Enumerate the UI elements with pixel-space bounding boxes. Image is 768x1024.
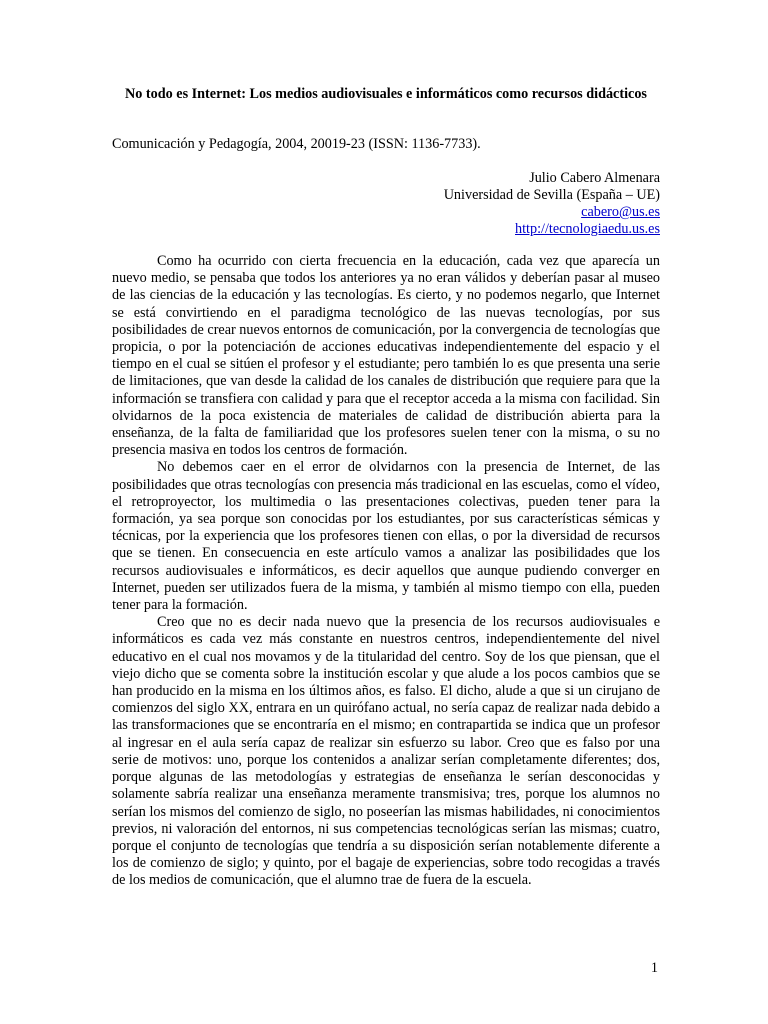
author-affiliation: Universidad de Sevilla (España – UE) — [443, 187, 660, 203]
author-website-link[interactable]: http://tecnologiaedu.us.es — [515, 221, 660, 237]
paragraph: No debemos caer en el error de olvidarnos con la presencia de Internet, de las posibilidades que otras tecnologías con presencia más tradicional en las escuelas, como el vídeo, el retroproyector, los multimedia o las presentaciones colectivas, pueden tener para la formación, ya sea porque son conocidas por los estudiantes, por sus características sémicas y técnicas, por la experiencia que los profesores tienen con ellas, o por la diversidad de recursos que se tienen. En consecuencia en este artículo vamos a analizar las posibilidades que los recursos audiovisuales e informáticos, es decir aquellos que aunque pudiendo converger en Internet, pueden ser utilizados fuera de la misma, y también al mismo tiempo con ella, pueden tener para la formación. — [112, 459, 661, 614]
body-text — [112, 253, 660, 890]
author-email-link[interactable]: cabero@us.es — [581, 204, 660, 220]
citation: Comunicación y Pedagogía, 2004, 20019-23 (ISSN: 1136-7733). — [112, 136, 481, 152]
author-block — [240, 170, 660, 238]
page-number: 1 — [650, 960, 658, 976]
document-title: No todo es Internet: Los medios audiovisuales e informáticos como recursos didácticos — [125, 86, 647, 102]
author-name: Julio Cabero Almenara — [529, 170, 660, 186]
paragraph: Como ha ocurrido con cierta frecuencia en la educación, cada vez que aparecía un nuevo medio, se pensaba que todos los anteriores ya no eran válidos y deberían pasar al museo de las ciencias de la educación y las tecnologías. Es cierto, y no podemos negarlo, que Internet se está convirtiendo en el paradigma tecnológico de las nuevas tecnologías, por sus posibilidades de crear nuevos entornos de comunicación, por la convergencia de tecnologías que propicia, o por la potenciación de acciones educativas independientemente del espacio y el tiempo en el cual se sitúen el profesor y el estudiante; pero también lo es que presenta una serie de limitaciones, que van desde la calidad de los canales de distribución que requiere para que la información se transfiera con calidad y para que el receptor acceda a la misma con facilidad. Sin olvidarnos de la poca existencia de materiales de calidad de distribución abierta para la enseñanza, de la falta de familiaridad que los profesores suelen tener con la misma, o su no presencia masiva en todos los centros de formación. — [112, 253, 660, 459]
paragraph: Creo que no es decir nada nuevo que la presencia de los recursos audiovisuales e informáticos es cada vez más constante en nuestros centros, independientemente del nivel educativo en el cual nos movamos y de la titularidad del centro. Soy de los que piensan, que el viejo dicho que se comenta sobre la institución escolar y que alude a los pocos cambios que se han producido en la misma en los últimos años, es falso. El dicho, alude a que si un cirujano de comienzos del siglo XX, entrara en un quirófano actual, no sería capaz de realizar nada debido a las transformaciones que se encontraría en el mismo; en contrapartida se indica que un profesor al ingresar en el aula sería capaz de realizar sin esfuerzo su labor. Creo que es falso por una serie de motivos: uno, porque los contenidos a analizar serían completamente diferentes; dos, porque algunas de las metodologías y estrategias de enseñanza le serían desconocidas y solamente sabría realizar una enseñanza meramente transmisiva; tres, porque los alumnos no serían los mismos del comienzo de siglo, no poseerían las mismas habilidades, ni conocimientos previos, ni valoración del entornos, ni sus competencias tecnológicas serían las mismas; cuatro, porque el conjunto de tecnologías que tendría a su disposición serían notablemente diferente a los de comienzo de siglo; y quinto, por el bagaje de experiencias, sobre todo recogidas a través de los medios de comunicación, que el alumno trae de fuera de la escuela. — [112, 614, 660, 889]
